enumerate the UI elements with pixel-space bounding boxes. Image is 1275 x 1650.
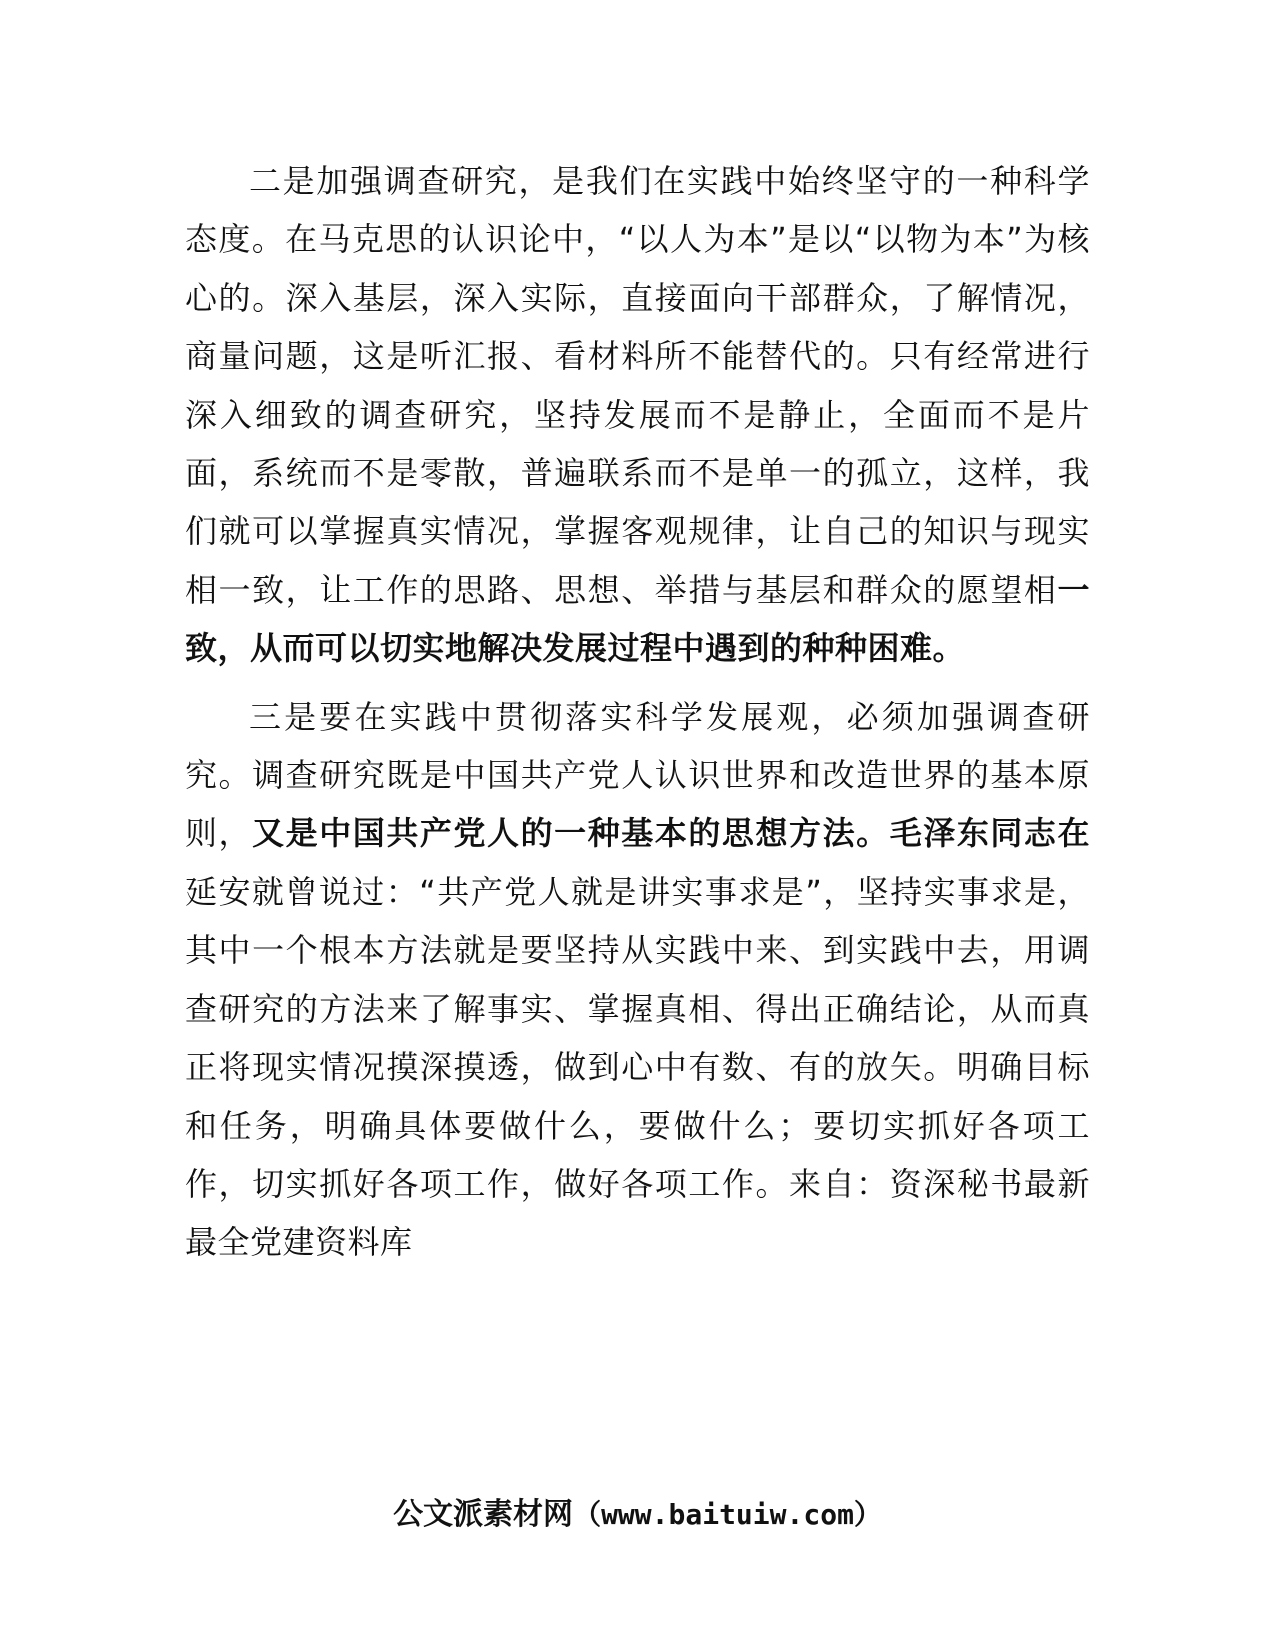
paragraph-1 (185, 152, 1090, 678)
document-body (185, 152, 1090, 1282)
paragraph-2 (185, 688, 1090, 1272)
paragraph-2-tail-text: 延安就曾说过：“共产党人就是讲实事求是”，坚持实事求是，其中一个根本方法就是要坚持从实践中来、到实践中去，用调查研究的方法来了解事实、掌握真相、得出正确结论，从而真正将现实情况摸深摸透，做到心中有数、有的放矢。明确目标和任务，明确具体要做什么，要做什么；要切实抓好各项工作，切实抓好各项工作，做好各项工作。来自：资深秘书最新最全党建资料库 (185, 872, 1090, 1262)
paragraph-1-text: 二是加强调查研究，是我们在实践中始终坚守的一种科学态度。在马克思的认识论中，“以人为本”是以“以物为本”为核心的。深入基层，深入实际，直接面向干部群众，了解情况，商量问题，这是听汇报、看材料所不能替代的。只有经常进行深入细致的调查研究，坚持发展而不是静止，全面而不是片面，系统而不是零散，普遍联系而不是单一的孤立，这样，我们就可以掌握真实情况，掌握客观规律，让自己的知识与现实相一致，让工作的思路、思想、举措与基层和群众的愿望相 (185, 162, 1090, 609)
footer-url: （www.baituiw.com） (573, 1498, 882, 1531)
footer-site-name: 公文派素材网 (393, 1497, 574, 1532)
page-footer (0, 1495, 1275, 1535)
paragraph-1-bold-text: 一致，从而可以切实地解决发展过程中遇到的种种困难。 (185, 570, 1090, 668)
paragraph-2-bold-text: 又是中国共产党人的一种基本的思想方法。毛泽东同志在 (252, 814, 1090, 853)
paragraph-2-text: 三是要在实践中贯彻落实科学发展观，必须加强调查研究。调查研究既是中国共产党人认识世界和改造世界的基本原则， (185, 697, 1090, 853)
